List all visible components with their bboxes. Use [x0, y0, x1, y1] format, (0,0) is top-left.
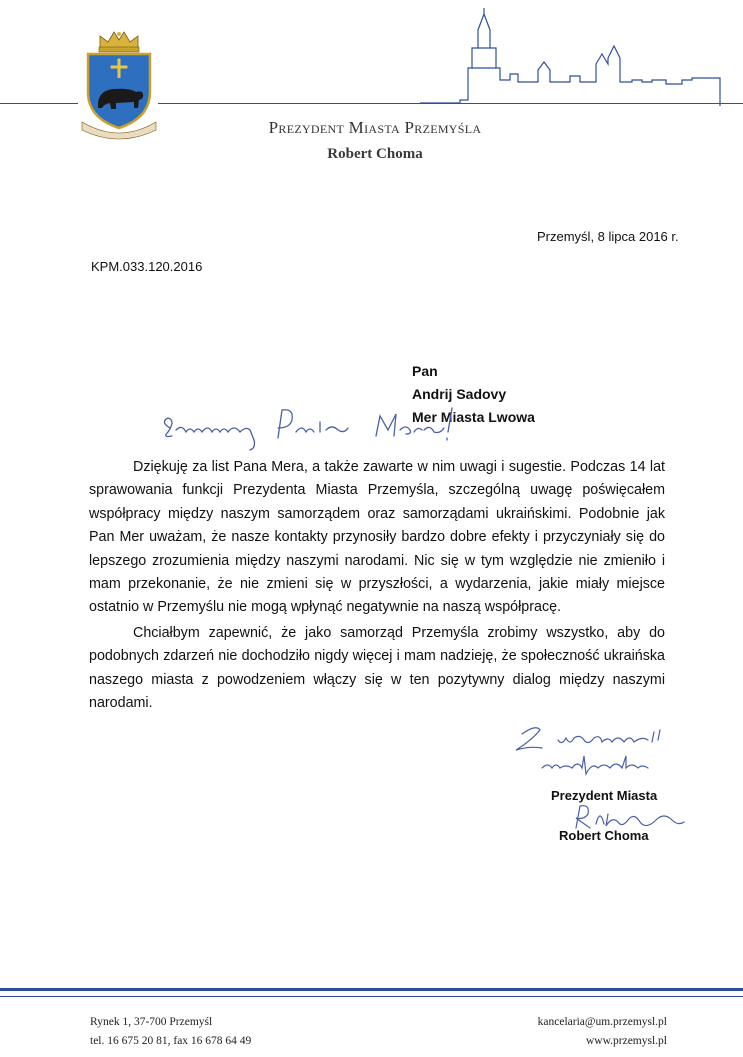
body-paragraph-2: Chciałbym zapewnić, że jako samorząd Przemyśla zrobimy wszystko, aby do podobnych zdarzeń nie dochodziło nigdy więcej i mam nadzieję, że społeczność ukraińska naszego miasta z powodzeniem włączy się w ten pozytywny dialog między naszymi narodami.	[89, 624, 665, 712]
office-holder-name: Robert Choma	[327, 146, 423, 162]
handwritten-signature	[568, 802, 688, 834]
body-paragraph-1: Dziękuję za list Pana Mera, a także zawarte w nim uwagi i sugestie. Podczas 14 lat sprawowania funkcji Prezydenta Miasta Przemyśla, szczególną uwagę poświęcałem współpracy między naszym samorządem oraz samorządami ukraińskimi. Podobnie jak Pan Mer uważam, że nasze kontakty przynosiły bardzo dobre efekty i przyczyniały się do lepszego zrozumienia między naszymi narodami. Nic się w tym względzie nie zmieniło i mam przekonanie, że nie zmieni się w przyszłości, a wydarzenia, jakie miały miejsce ostatnio w Przemyślu nie mogą wpłynąć negatywnie na naszą współpracę.	[89, 459, 665, 616]
addressee-position: Mer Miasta Lwowa	[412, 409, 535, 425]
handwritten-greeting	[150, 400, 470, 452]
letterhead-title	[220, 118, 530, 163]
footer-phone: tel. 16 675 20 81, fax 16 678 64 49	[90, 1035, 252, 1047]
footer-contact-left	[90, 1013, 251, 1051]
office-title: Prezydent Miasta Przemyśla	[268, 118, 482, 137]
coat-of-arms-icon	[76, 26, 162, 142]
footer-email[interactable]: kancelaria@um.przemysl.pl	[537, 1016, 667, 1028]
footer-contact-right	[538, 1013, 667, 1051]
letter-date: Przemyśl, 8 lipca 2016 r.	[537, 229, 679, 244]
signature-name: Robert Choma	[559, 828, 649, 843]
footer-website[interactable]: www.przemysl.pl	[585, 1035, 667, 1047]
addressee-salutation: Pan	[412, 363, 438, 379]
footer-address: Rynek 1, 37-700 Przemyśl	[90, 1016, 213, 1028]
city-skyline-icon	[420, 8, 743, 108]
handwritten-closing	[502, 716, 682, 782]
header-rule-left	[0, 103, 78, 104]
addressee-name: Andrij Sadovy	[412, 386, 507, 402]
reference-number: KPM.033.120.2016	[91, 259, 203, 274]
footer-rule	[0, 988, 743, 997]
signature-title: Prezydent Miasta	[551, 788, 658, 803]
letter-body	[89, 456, 665, 715]
